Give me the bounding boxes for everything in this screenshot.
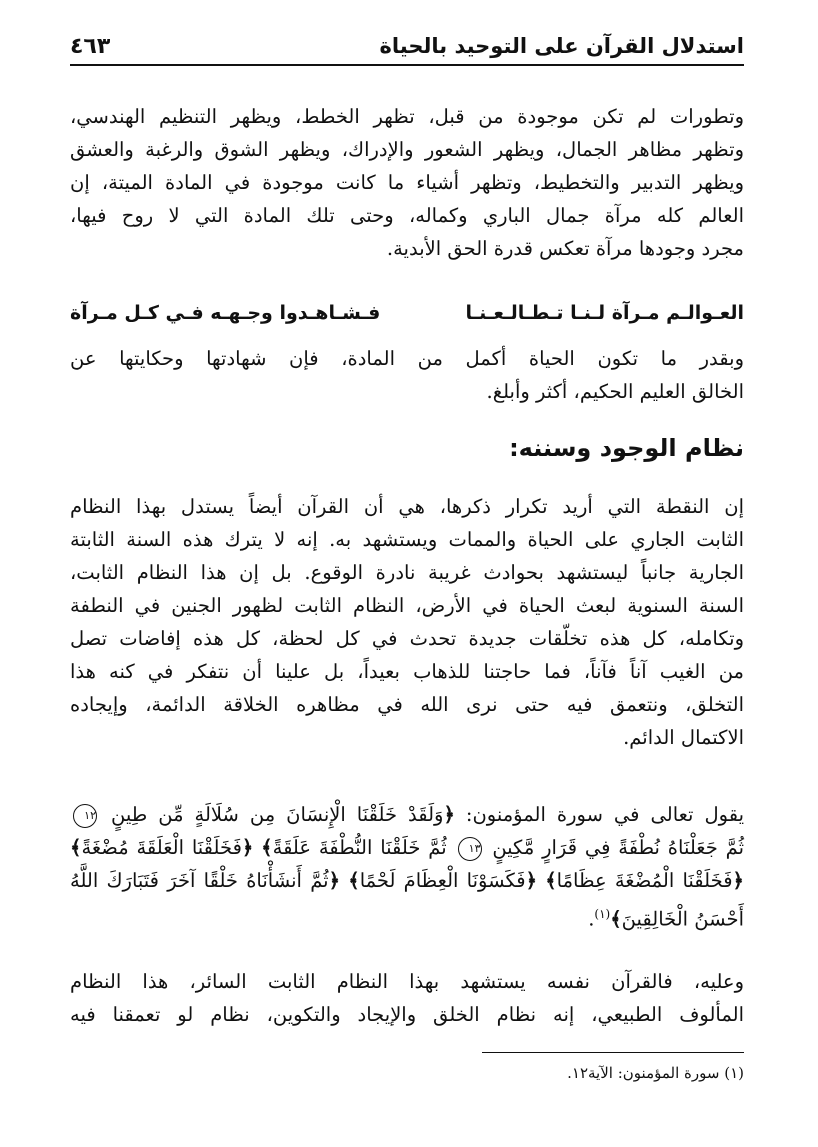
bracket-close: ﴾ xyxy=(545,869,557,892)
quran-line xyxy=(70,800,744,830)
bracket-close: ﴾ xyxy=(610,907,622,931)
paragraph-line: من الغيب آناً فآناً، فما حاجتنا للذهاب بعيداً، بل علينا أن نتفكر في كنه هذا xyxy=(70,660,744,683)
paragraph-line: الخالق العليم الحكيم، أكثر وأبلغ. xyxy=(486,380,744,403)
quran-line xyxy=(70,833,744,863)
footnote-divider xyxy=(482,1052,744,1053)
paragraph-line: وتكامله، كل هذه تخلّقات جديدة تحدث في كل لحظة، كل هذه إفاضات تصل xyxy=(70,627,744,650)
paragraph-line: المألوف الطبيعي، إنه نظام الخلق والإيجاد والتكوين، نظام لو تعمقنا فيه xyxy=(70,1003,744,1026)
page-header xyxy=(70,28,744,66)
paragraph-line: الجارية جانباً ليستشهد بحوادث غريبة نادرة الوقوع. بل إن هذا النظام الثابت، xyxy=(70,561,744,584)
paragraph-line: وتطورات لم تكن موجودة من قبل، تظهر الخطط، ويظهر التنظيم الهندسي، xyxy=(70,105,744,128)
paragraph-line: وبقدر ما تكون الحياة أكمل من المادة، فإن شهادتها وحكايتها عن xyxy=(70,347,744,370)
quran-verse: فَخَلَقْنَا الْمُضْغَةَ عِظَامًا xyxy=(556,869,733,892)
paragraph-line: وعليه، فالقرآن نفسه يستشهد بهذا النظام الثابت السائر، هذا النظام xyxy=(70,970,744,993)
paragraph-line: ويظهر التدبير والتخطيط، وتظهر أشياء ما كانت موجودة في المادة الميتة، إن xyxy=(70,171,744,194)
ayah-number-marker: ١٣ xyxy=(458,837,482,861)
quran-line: أَحْسَنُ الْخَالِقِينَ﴾$^{(١)}$. xyxy=(588,907,744,931)
section-heading: نظام الوجود وسننه: xyxy=(509,434,744,462)
quote-intro: يقول تعالى في سورة المؤمنون: xyxy=(465,803,744,826)
poem-hemistich-right: العـوالـم مـرآة لـنـا تـطـالـعـنـا xyxy=(465,302,744,324)
quran-verse: ثُمَّ خَلَقْنَا النُّطْفَةَ عَلَقَةً xyxy=(272,836,447,859)
paragraph-line: الثابت الجاري على الحياة والممات ويستشهد به. إنه لا يترك هذه السنة الثابتة xyxy=(70,528,744,551)
paragraph-line: الاكتمال الدائم. xyxy=(623,726,744,749)
paragraph-line: السنة السنوية لبعث الحياة في الأرض، النظام الثابت لظهور الجنين في النطفة xyxy=(70,594,744,617)
ayah-number-marker: ١٢ xyxy=(73,804,97,828)
bracket-open: ﴿ xyxy=(241,836,254,859)
footnote-reference: (١) xyxy=(594,907,611,921)
bracket-close: ﴾ xyxy=(70,836,82,859)
bracket-open: ﴿ xyxy=(525,869,538,892)
page-number: ٤٦٣ xyxy=(70,33,111,59)
bracket-close: ﴾ xyxy=(261,836,273,859)
quran-verse: وَلَقَدْ خَلَقْنَا الْإِنسَانَ مِن سُلَالَةٍ مِّن طِينٍ xyxy=(111,803,444,826)
running-title: استدلال القرآن على التوحيد بالحياة xyxy=(379,34,744,58)
bracket-open: ﴿ xyxy=(328,869,341,892)
quran-line xyxy=(70,866,744,896)
paragraph-line: وتظهر مظاهر الجمال، ويظهر الشعور والإدراك، ويظهر الشوق والرغبة والعشق xyxy=(70,138,744,161)
paragraph-line: إن النقطة التي أريد تكرار ذكرها، هي أن القرآن أيضاً يستدل بهذا النظام xyxy=(70,495,744,518)
bracket-open: ﴿ xyxy=(732,869,744,892)
bracket-open: ﴿ xyxy=(443,803,455,826)
quran-verse: أَحْسَنُ الْخَالِقِينَ xyxy=(621,907,744,931)
paragraph-line: التخلق، ونتعمق فيه حتى نرى الله في مظاهره الخلاقة الدائمة، وإيجاده xyxy=(70,693,744,716)
poem-hemistich-left: فـشـاهـدوا وجـهـه فـي كـل مـرآة xyxy=(70,302,381,324)
footnote: (١) سورة المؤمنون: الآية١٢. xyxy=(567,1064,744,1082)
poem-verse xyxy=(70,298,744,328)
quran-verse: فَخَلَقْنَا الْعَلَقَةَ مُضْغَةً xyxy=(81,836,242,859)
bracket-close: ﴾ xyxy=(348,869,360,892)
paragraph-line: العالم كله مرآة جمال الباري وكماله، وحتى تلك المادة التي لا روح فيها، xyxy=(70,204,744,227)
paragraph-line: مجرد وجودها مرآة تعكس قدرة الحق الأبدية. xyxy=(386,237,744,260)
quran-verse: فَكَسَوْنَا الْعِظَامَ لَحْمًا xyxy=(359,869,526,892)
quran-verse: ثُمَّ جَعَلْنَاهُ نُطْفَةً فِي قَرَارٍ مَّكِينٍ xyxy=(492,836,744,859)
quran-verse: ثُمَّ أَنشَأْنَاهُ خَلْقًا آخَرَ فَتَبَارَكَ اللَّهُ xyxy=(70,869,329,892)
